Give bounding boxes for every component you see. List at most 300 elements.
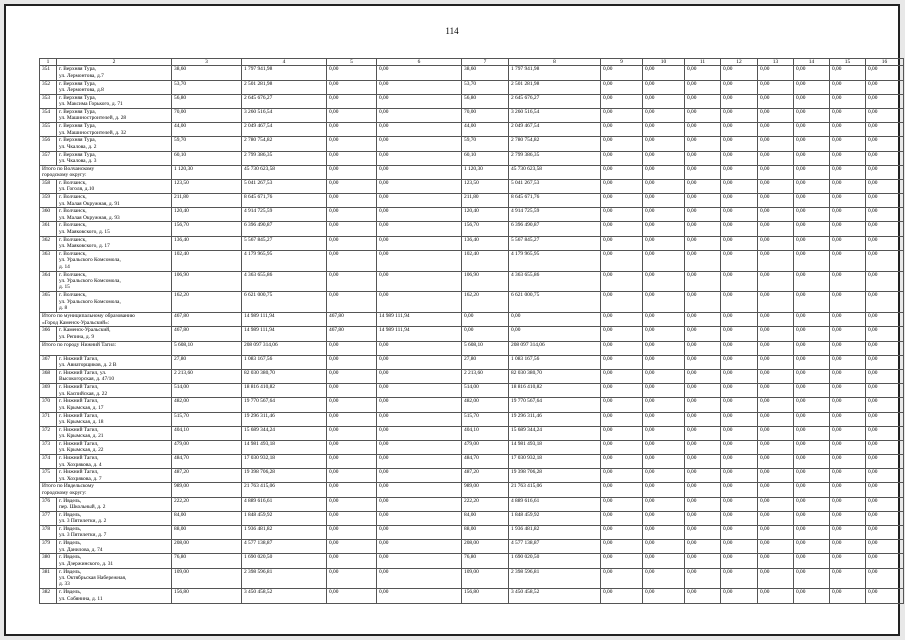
value-cell: 0,00	[377, 250, 462, 271]
address-cell	[57, 327, 172, 341]
value-cell: 0,00	[327, 194, 377, 208]
value-cell: 0,00	[327, 440, 377, 454]
value-cell: 0,00	[601, 236, 643, 250]
value-cell: 4 889 616,61	[509, 497, 601, 511]
value-cell: 0,00	[758, 208, 794, 222]
value-cell: 3 260 516,54	[242, 108, 327, 122]
table-row	[40, 222, 904, 236]
value-cell: 0,00	[830, 440, 866, 454]
address-cell	[57, 511, 172, 525]
value-cell: 0,00	[327, 271, 377, 292]
address-line: г. Верхняя Тура,	[59, 151, 97, 158]
row-number: 382	[40, 589, 57, 603]
column-number-header: 16	[866, 59, 904, 66]
value-cell: 0,00	[685, 327, 721, 341]
value-cell: 84,00	[462, 511, 509, 525]
value-cell: 0,00	[377, 236, 462, 250]
value-cell: 0,00	[721, 469, 758, 483]
value-cell: 0,00	[601, 179, 643, 193]
value-cell: 0,00	[830, 271, 866, 292]
row-number: 367	[40, 355, 57, 369]
value-cell: 123,50	[462, 179, 509, 193]
address-line: г. Нижний Тагил,	[59, 355, 99, 362]
value-cell: 109,00	[172, 568, 242, 589]
address-line: ул. Чкалова, д. 3	[59, 157, 97, 164]
row-number: 352	[40, 80, 57, 94]
address-line: г. Волчанск,	[59, 236, 87, 243]
value-cell: 0,00	[327, 589, 377, 603]
value-cell: 0,00	[685, 208, 721, 222]
row-number: 375	[40, 469, 57, 483]
value-cell: 0,00	[721, 292, 758, 313]
value-cell: 5 567 845,27	[242, 236, 327, 250]
row-number: 363	[40, 250, 57, 271]
column-number-header: 11	[685, 59, 721, 66]
value-cell: 0,00	[327, 236, 377, 250]
value-cell: 0,00	[685, 455, 721, 469]
address-line: г. Волчанск,	[59, 271, 87, 278]
value-cell: 0,00	[685, 236, 721, 250]
value-cell: 0,00	[643, 123, 685, 137]
value-cell: 0,00	[758, 165, 794, 179]
value-cell: 479,00	[172, 440, 242, 454]
address-line: г. Волчанск,	[59, 179, 87, 186]
address-cell	[57, 369, 172, 383]
value-cell: 0,00	[327, 469, 377, 483]
row-number: 380	[40, 554, 57, 568]
value-cell: 120,40	[172, 208, 242, 222]
value-cell: 60,10	[172, 151, 242, 165]
address-cell	[57, 440, 172, 454]
address-line: д. 14	[59, 263, 70, 270]
value-cell: 0,00	[601, 108, 643, 122]
value-cell: 2 398 596,81	[509, 568, 601, 589]
value-cell: 8 645 671,76	[242, 194, 327, 208]
value-cell: 6 621 000,75	[509, 292, 601, 313]
value-cell: 5 608,10	[172, 341, 242, 355]
value-cell: 0,00	[685, 589, 721, 603]
value-cell: 53,70	[462, 80, 509, 94]
value-cell: 0,00	[685, 66, 721, 80]
subtotal-row	[40, 341, 904, 355]
row-number: 354	[40, 108, 57, 122]
value-cell: 0,00	[758, 222, 794, 236]
value-cell: 0,00	[721, 313, 758, 327]
value-cell: 0,00	[721, 455, 758, 469]
value-cell: 0,00	[866, 80, 904, 94]
value-cell: 0,00	[327, 66, 377, 80]
value-cell: 3 450 458,52	[242, 589, 327, 603]
row-number: 379	[40, 540, 57, 554]
value-cell: 0,00	[643, 222, 685, 236]
value-cell: 0,00	[685, 568, 721, 589]
value-cell: 0,00	[866, 483, 904, 497]
value-cell: 2 398 596,81	[242, 568, 327, 589]
value-cell: 0,00	[794, 497, 830, 511]
value-cell: 0,00	[758, 369, 794, 383]
value-cell: 14 989 111,94	[377, 313, 462, 327]
address-cell	[57, 398, 172, 412]
value-cell: 0,00	[794, 137, 830, 151]
value-cell: 0,00	[794, 554, 830, 568]
row-number: 377	[40, 511, 57, 525]
value-cell: 0,00	[685, 426, 721, 440]
value-cell: 0,00	[758, 137, 794, 151]
address-cell	[57, 236, 172, 250]
table-row	[40, 526, 904, 540]
value-cell: 0,00	[721, 123, 758, 137]
value-cell: 0,00	[866, 66, 904, 80]
value-cell: 17 030 932,18	[509, 455, 601, 469]
value-cell: 0,00	[758, 292, 794, 313]
value-cell: 0,00	[794, 526, 830, 540]
value-cell: 76,80	[462, 554, 509, 568]
subtotal-row	[40, 165, 904, 179]
value-cell: 0,00	[327, 292, 377, 313]
value-cell: 2 645 676,27	[509, 94, 601, 108]
value-cell: 14 981 493,18	[509, 440, 601, 454]
value-cell: 0,00	[830, 511, 866, 525]
table-row	[40, 250, 904, 271]
address-line: ул. Данилова, д. 74	[59, 546, 103, 553]
value-cell: 0,00	[643, 483, 685, 497]
row-number: 373	[40, 440, 57, 454]
value-cell: 0,00	[643, 137, 685, 151]
address-line: ул. 3 Пятилетки, д. 2	[59, 518, 107, 525]
value-cell: 19 398 706,28	[242, 469, 327, 483]
value-cell: 0,00	[794, 426, 830, 440]
value-cell: 0,00	[643, 455, 685, 469]
address-line: ул. Октябрьская Набережная,	[59, 575, 127, 582]
address-line: ул. Лермонтова, д.7	[59, 72, 104, 79]
row-number: 369	[40, 384, 57, 398]
table-row	[40, 271, 904, 292]
page-number: 114	[445, 26, 459, 36]
value-cell: 1 083 167,56	[509, 355, 601, 369]
value-cell: 0,00	[377, 412, 462, 426]
value-cell: 0,00	[830, 412, 866, 426]
value-cell: 0,00	[685, 497, 721, 511]
value-cell: 21 763 415,06	[242, 483, 327, 497]
value-cell: 0,00	[758, 151, 794, 165]
value-cell: 0,00	[830, 151, 866, 165]
value-cell: 0,00	[866, 327, 904, 341]
address-line: ул. Машиностроителей, д. 32	[59, 129, 127, 136]
value-cell: 19 296 311,46	[242, 412, 327, 426]
value-cell: 0,00	[794, 589, 830, 603]
value-cell: 0,00	[758, 66, 794, 80]
value-cell: 0,00	[601, 222, 643, 236]
value-cell: 0,00	[377, 123, 462, 137]
value-cell: 514,00	[172, 384, 242, 398]
address-cell	[57, 568, 172, 589]
value-cell: 5 567 845,27	[509, 236, 601, 250]
value-cell: 4 179 965,95	[242, 250, 327, 271]
value-cell: 2 213,60	[462, 369, 509, 383]
value-cell: 0,00	[685, 369, 721, 383]
value-cell: 0,00	[462, 327, 509, 341]
value-cell: 156,80	[462, 589, 509, 603]
value-cell: 0,00	[866, 179, 904, 193]
value-cell: 0,00	[758, 398, 794, 412]
address-line: г. Нижний Тагил,	[59, 398, 99, 405]
address-cell	[57, 455, 172, 469]
value-cell: 0,00	[721, 568, 758, 589]
value-cell: 2 049 467,54	[242, 123, 327, 137]
address-cell	[57, 554, 172, 568]
address-line: ул. Лермонтова, д.8	[59, 87, 104, 93]
value-cell: 0,00	[721, 208, 758, 222]
value-cell: 18 816 410,82	[509, 384, 601, 398]
value-cell: 4 363 655,86	[242, 271, 327, 292]
value-cell: 0,00	[794, 483, 830, 497]
address-cell	[57, 137, 172, 151]
value-cell: 0,00	[601, 554, 643, 568]
value-cell: 0,00	[601, 194, 643, 208]
value-cell: 0,00	[643, 165, 685, 179]
value-cell: 0,00	[685, 540, 721, 554]
table-row	[40, 554, 904, 568]
value-cell: 76,80	[172, 554, 242, 568]
value-cell: 515,70	[462, 412, 509, 426]
value-cell: 0,00	[830, 554, 866, 568]
value-cell: 0,00	[721, 369, 758, 383]
value-cell: 0,00	[327, 540, 377, 554]
value-cell: 44,00	[462, 123, 509, 137]
value-cell: 0,00	[601, 540, 643, 554]
value-cell: 0,00	[758, 483, 794, 497]
table-row	[40, 426, 904, 440]
address-line: ул. Чкалова, д. 2	[59, 143, 97, 150]
value-cell: 0,00	[377, 341, 462, 355]
value-cell: 0,00	[721, 94, 758, 108]
column-number-header: 3	[172, 59, 242, 66]
value-cell: 60,10	[462, 151, 509, 165]
value-cell: 2 501 281,98	[242, 80, 327, 94]
label-line: Итого по Ивдельскому	[42, 483, 94, 490]
value-cell: 0,00	[721, 236, 758, 250]
address-line: г. Ивдель,	[59, 540, 82, 547]
value-cell: 0,00	[758, 327, 794, 341]
value-cell: 0,00	[685, 271, 721, 292]
value-cell: 0,00	[830, 66, 866, 80]
value-cell: 0,00	[721, 589, 758, 603]
address-line: ул. 3 Пятилетки, д. 7	[59, 532, 107, 539]
value-cell: 0,00	[685, 526, 721, 540]
value-cell: 0,00	[758, 123, 794, 137]
value-cell: 0,00	[758, 250, 794, 271]
value-cell: 0,00	[377, 426, 462, 440]
value-cell: 0,00	[685, 80, 721, 94]
value-cell: 0,00	[866, 165, 904, 179]
value-cell: 0,00	[866, 108, 904, 122]
value-cell: 208 097 314,06	[242, 341, 327, 355]
label-line: городскому округу:	[42, 489, 87, 496]
value-cell: 5 041 267,53	[242, 179, 327, 193]
address-line: ул. Гоголя, д.10	[59, 186, 95, 193]
row-number: 355	[40, 123, 57, 137]
value-cell: 0,00	[643, 426, 685, 440]
address-line: г. Волчанск,	[59, 292, 87, 299]
value-cell: 0,00	[794, 313, 830, 327]
table-row	[40, 327, 904, 341]
row-number: 368	[40, 369, 57, 383]
address-line: г. Волчанск,	[59, 208, 87, 215]
value-cell: 0,00	[601, 123, 643, 137]
value-cell: 0,00	[377, 80, 462, 94]
value-cell: 0,00	[794, 208, 830, 222]
value-cell: 0,00	[685, 511, 721, 525]
value-cell: 0,00	[866, 589, 904, 603]
value-cell: 4 363 655,86	[509, 271, 601, 292]
value-cell: 0,00	[721, 526, 758, 540]
value-cell: 0,00	[721, 151, 758, 165]
value-cell: 0,00	[377, 440, 462, 454]
address-line: г. Нижний Тагил,	[59, 426, 99, 433]
value-cell: 0,00	[830, 568, 866, 589]
value-cell: 0,00	[327, 137, 377, 151]
address-cell	[57, 412, 172, 426]
table-row	[40, 469, 904, 483]
value-cell: 0,00	[327, 108, 377, 122]
value-cell: 0,00	[327, 568, 377, 589]
address-line: ул. Малая Окружная, д. 91	[59, 200, 120, 207]
value-cell: 0,00	[794, 568, 830, 589]
value-cell: 0,00	[830, 179, 866, 193]
address-line: ул. Уральского Комсомола,	[59, 257, 121, 264]
value-cell: 0,00	[327, 412, 377, 426]
value-cell: 514,00	[462, 384, 509, 398]
value-cell: 0,00	[601, 469, 643, 483]
address-line: ул. Маяковского, д. 15	[59, 228, 110, 235]
address-line: г. Верхняя Тура,	[59, 94, 97, 101]
table-row	[40, 440, 904, 454]
value-cell: 0,00	[685, 222, 721, 236]
value-cell: 45 730 623,58	[242, 165, 327, 179]
address-line: г. Нижний Тагил,	[59, 384, 99, 391]
value-cell: 0,00	[830, 369, 866, 383]
value-cell: 0,00	[327, 355, 377, 369]
value-cell: 5 041 267,53	[509, 179, 601, 193]
value-cell: 0,00	[866, 554, 904, 568]
value-cell: 0,00	[758, 194, 794, 208]
address-cell	[57, 250, 172, 271]
column-number-header: 6	[377, 59, 462, 66]
value-cell: 0,00	[685, 355, 721, 369]
table-row	[40, 194, 904, 208]
value-cell: 0,00	[643, 341, 685, 355]
value-cell: 0,00	[685, 469, 721, 483]
value-cell: 0,00	[758, 384, 794, 398]
address-cell	[57, 66, 172, 80]
value-cell: 2 799 386,35	[509, 151, 601, 165]
table-row	[40, 412, 904, 426]
value-cell: 0,00	[830, 483, 866, 497]
value-cell: 0,00	[758, 94, 794, 108]
value-cell: 0,00	[830, 497, 866, 511]
value-cell: 0,00	[721, 554, 758, 568]
value-cell: 0,00	[794, 222, 830, 236]
value-cell: 3 450 458,52	[509, 589, 601, 603]
value-cell: 84,00	[172, 511, 242, 525]
address-line: ул. Максима Горького, д. 71	[59, 101, 123, 108]
address-line: ул. Авиаторщиков, д. 2 В	[59, 362, 117, 369]
value-cell: 0,00	[794, 80, 830, 94]
value-cell: 14 989 111,94	[377, 327, 462, 341]
table-row	[40, 292, 904, 313]
value-cell: 0,00	[794, 271, 830, 292]
value-cell: 156,70	[172, 222, 242, 236]
value-cell: 0,00	[830, 327, 866, 341]
column-number-header: 5	[327, 59, 377, 66]
subtotal-label	[40, 341, 172, 355]
value-cell: 0,00	[830, 137, 866, 151]
value-cell: 0,00	[685, 412, 721, 426]
value-cell: 0,00	[758, 426, 794, 440]
value-cell: 0,00	[721, 137, 758, 151]
value-cell: 208,00	[172, 540, 242, 554]
value-cell: 1 797 941,98	[242, 66, 327, 80]
value-cell: 0,00	[721, 440, 758, 454]
table-row	[40, 66, 904, 80]
value-cell: 0,00	[866, 313, 904, 327]
value-cell: 0,00	[685, 384, 721, 398]
label-line: городскому округу:	[42, 172, 87, 179]
value-cell: 0,00	[685, 194, 721, 208]
label-line: «Город Каменск-Уральский»:	[42, 319, 110, 326]
value-cell: 479,00	[462, 440, 509, 454]
address-line: ул. Уральского Комсомола,	[59, 278, 121, 285]
row-number: 365	[40, 292, 57, 313]
value-cell: 1 936 481,82	[242, 526, 327, 540]
value-cell: 0,00	[721, 165, 758, 179]
address-line: г. Нижний Тагил, ул.	[59, 369, 107, 376]
value-cell: 482,00	[462, 398, 509, 412]
value-cell: 989,00	[172, 483, 242, 497]
value-cell: 467,80	[327, 313, 377, 327]
row-number: 366	[40, 327, 57, 341]
value-cell: 0,00	[794, 292, 830, 313]
value-cell: 0,00	[830, 250, 866, 271]
value-cell: 2 780 754,82	[242, 137, 327, 151]
value-cell: 0,00	[866, 540, 904, 554]
address-line: г. Ивдель,	[59, 497, 82, 504]
value-cell: 0,00	[830, 355, 866, 369]
value-cell: 0,00	[601, 208, 643, 222]
value-cell: 0,00	[830, 384, 866, 398]
address-cell	[57, 80, 172, 94]
value-cell: 156,70	[462, 222, 509, 236]
value-cell: 0,00	[685, 292, 721, 313]
value-cell: 0,00	[643, 568, 685, 589]
value-cell: 0,00	[758, 540, 794, 554]
value-cell: 0,00	[643, 540, 685, 554]
value-cell: 0,00	[327, 455, 377, 469]
value-cell: 0,00	[866, 440, 904, 454]
value-cell: 0,00	[327, 165, 377, 179]
value-cell: 3 260 516,54	[509, 108, 601, 122]
address-cell	[57, 222, 172, 236]
value-cell: 0,00	[830, 540, 866, 554]
value-cell: 0,00	[758, 511, 794, 525]
address-cell	[57, 123, 172, 137]
address-line: г. Верхняя Тура,	[59, 66, 97, 73]
address-line: ул. Машиностроителей, д. 28	[59, 115, 127, 122]
value-cell: 0,00	[866, 568, 904, 589]
address-line: ул. Уральского Комсомола,	[59, 298, 121, 305]
address-cell	[57, 469, 172, 483]
address-line: г. Ивдель,	[59, 568, 82, 575]
